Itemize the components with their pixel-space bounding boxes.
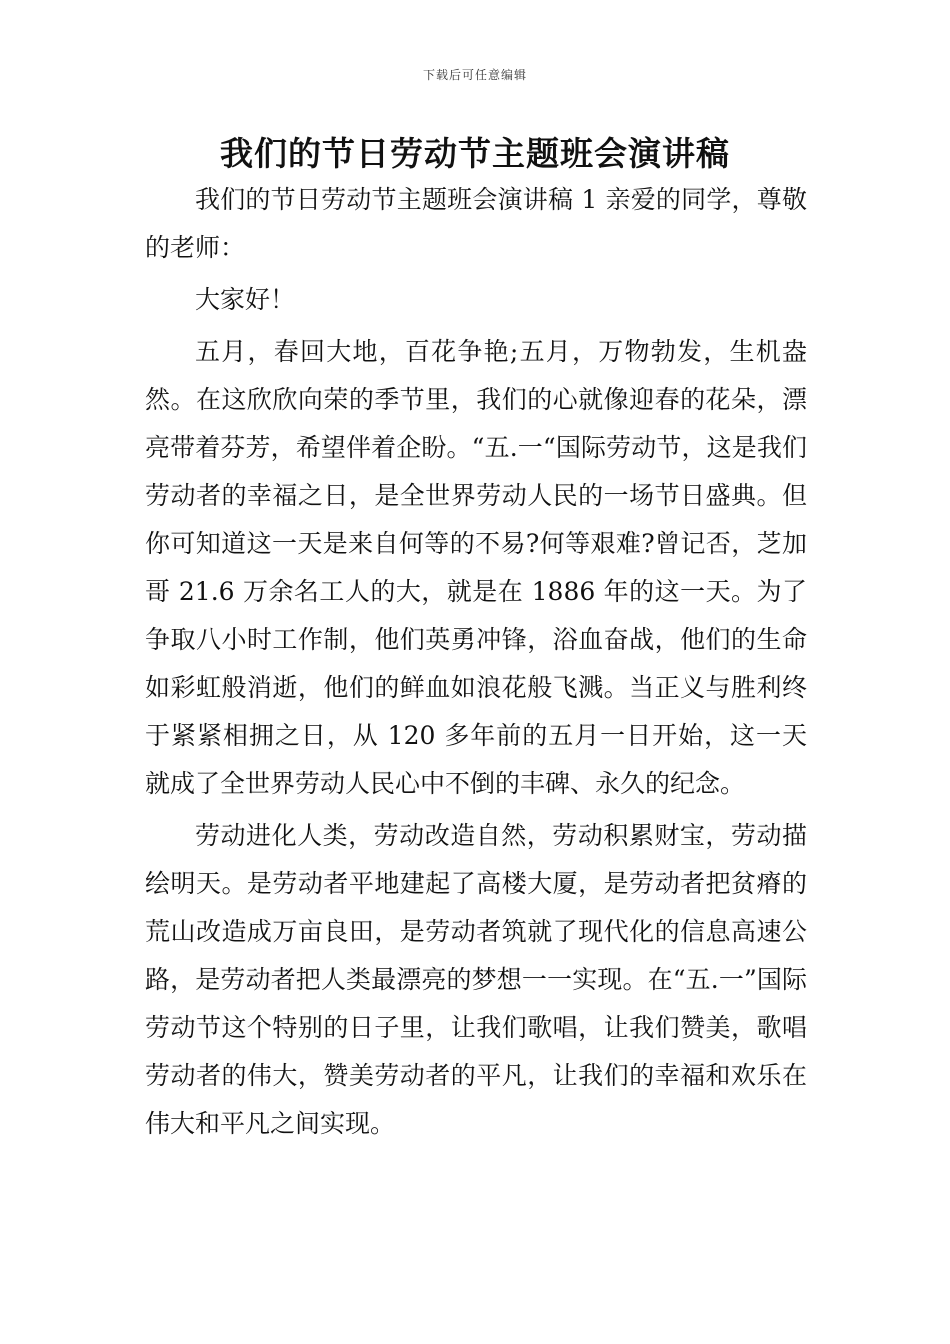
paragraph-hello: 大家好！ [195, 285, 296, 314]
paragraph-may-day-history: 五月，春回大地，百花争艳;五月，万物勃发，生机盎然。在这欣欣向荣的季节里，我们的心就像迎春的花朵，漂亮带着芬芳，希望伴着企盼。“五.一“国际劳动节，这是我们劳动者的幸福之日，是全世界劳动人民的一场节日盛典。但你可知道这一天是来自何等的不易?何等艰难?曾记否，芝加哥 21.6 万余名工人的大，就是在 1886 年的这一天。为了争取八小时工作制，他们英勇冲锋，浴血奋战，他们的生命如彩虹般消逝，他们的鲜血如浪花般飞溅。当正义与胜利终于紧紧相拥之日，从 120 多年前的五月一日开始，这一天就成了全世界劳动人民心中不倒的丰碑、永久的纪念。 [145, 337, 807, 798]
paragraph-labor-praise: 劳动进化人类，劳动改造自然，劳动积累财宝，劳动描绘明天。是劳动者平地建起了高楼大厦，是劳动者把贫瘠的荒山改造成万亩良田，是劳动者筑就了现代化的信息高速公路，是劳动者把人类最漂亮的梦想一一实现。在“五.一”国际劳动节这个特别的日子里，让我们歌唱，让我们赞美，歌唱劳动者的伟大，赞美劳动者的平凡，让我们的幸福和欢乐在伟大和平凡之间实现。 [145, 821, 807, 1138]
document-body [145, 176, 807, 1148]
paragraph-greeting: 我们的节日劳动节主题班会演讲稿 1 亲爱的同学，尊敬的老师： [145, 185, 807, 262]
document-title: 我们的节日劳动节主题班会演讲稿 [220, 134, 730, 173]
header-note: 下载后可任意编辑 [422, 68, 527, 82]
